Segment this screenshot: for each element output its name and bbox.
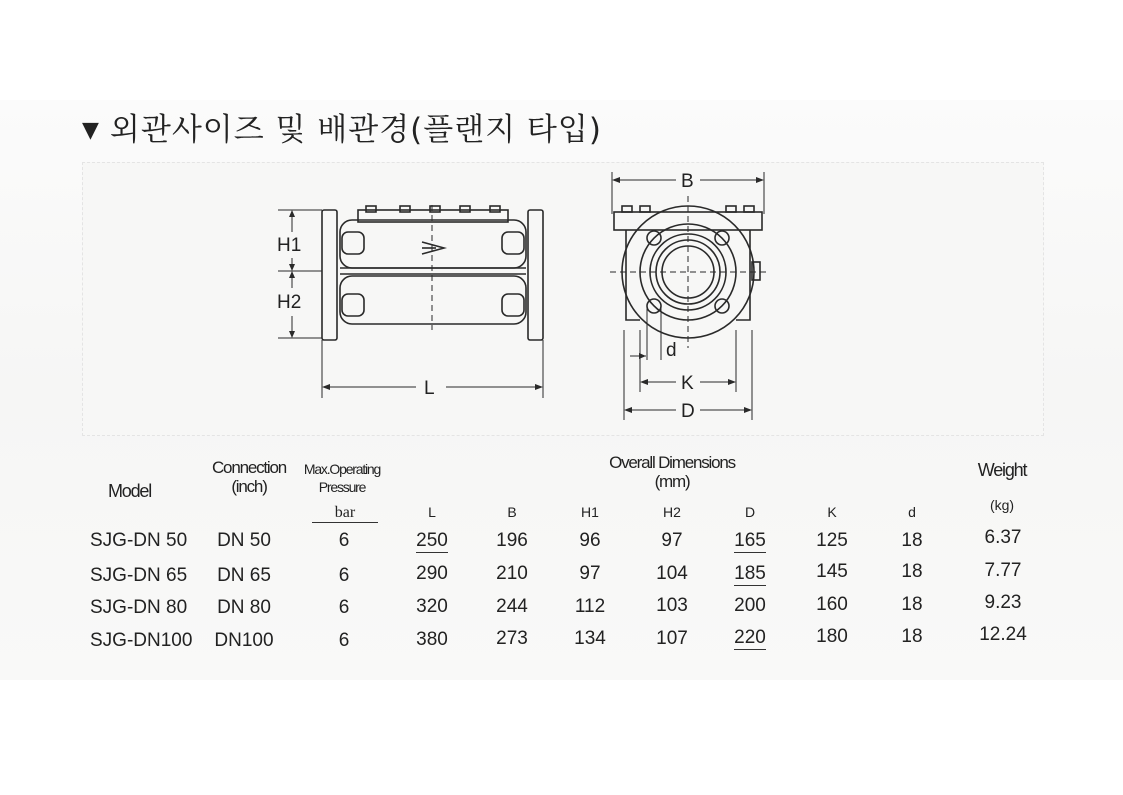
upper-chamber-shape: [340, 220, 526, 268]
row2-h1: 97: [579, 563, 601, 584]
row3-weight: 9.23: [984, 592, 1022, 613]
header-weight-unit: (kg): [989, 497, 1015, 513]
row2-k: 145: [816, 561, 848, 582]
row1-b: 196: [496, 530, 528, 551]
header-pressure-unit: bar: [312, 504, 378, 523]
header-overall-dimensions: [582, 453, 762, 491]
row3-connection: DN 80: [217, 597, 271, 618]
row1-k: 125: [816, 530, 848, 551]
d-small-label: d: [666, 340, 677, 361]
k-label: K: [681, 373, 694, 394]
row4-h2: 107: [656, 628, 688, 649]
row4-h1: 134: [574, 628, 606, 649]
row3-d: 200: [734, 595, 766, 616]
row2-b: 210: [496, 563, 528, 584]
row4-weight: 12.24: [979, 624, 1027, 645]
h2-label: H2: [277, 292, 302, 313]
row4-d: 220: [734, 627, 766, 648]
row3-pressure: 6: [338, 597, 350, 618]
header-dim-h2: H2: [663, 504, 681, 520]
row4-k: 180: [816, 626, 848, 647]
header-overall-line2: (mm): [654, 472, 690, 491]
row1-h2: 97: [661, 530, 683, 551]
row3-b: 244: [496, 596, 528, 617]
header-connection-line2: (inch): [231, 477, 267, 496]
row3-l: 320: [416, 596, 448, 617]
side-view: [278, 205, 543, 398]
header-dim-d-small: d: [908, 504, 916, 520]
b-label: B: [681, 171, 694, 192]
header-dim-k: K: [827, 504, 837, 520]
header-connection-line1: Connection: [211, 458, 286, 477]
row1-connection: DN 50: [217, 530, 271, 551]
row2-pressure: 6: [338, 565, 350, 586]
title-text: 외관사이즈 및 배관경(플랜지 타입): [109, 112, 602, 148]
row1-d: 165: [734, 530, 766, 551]
header-pressure: [296, 460, 388, 496]
header-connection: [204, 458, 294, 496]
header-dim-h1: H1: [581, 504, 599, 520]
row2-d: 185: [734, 563, 766, 584]
row1-pressure: 6: [338, 530, 350, 551]
right-flange-shape: [528, 210, 543, 340]
header-dim-l: L: [428, 504, 436, 520]
d-big-label: D: [681, 401, 695, 422]
row2-connection: DN 65: [217, 565, 271, 586]
row4-b: 273: [496, 628, 528, 649]
row3-h1: 112: [574, 596, 606, 617]
header-dim-b: B: [507, 504, 517, 520]
row1-d-small: 18: [901, 530, 923, 551]
triangle-marker-icon: ▼: [82, 118, 100, 143]
row1-model: SJG-DN 50: [90, 530, 188, 551]
header-dim-d: D: [744, 504, 756, 520]
row4-model: SJG-DN100: [90, 630, 193, 651]
row4-pressure: 6: [338, 630, 350, 651]
header-pressure-line1: Max.Operating: [303, 461, 381, 477]
header-overall-line1: Overall Dimensions: [609, 453, 735, 472]
row3-k: 160: [816, 594, 848, 615]
row4-d-small: 18: [901, 626, 923, 647]
row2-model: SJG-DN 65: [90, 565, 188, 586]
row2-weight: 7.77: [984, 560, 1022, 581]
l-label: L: [424, 378, 435, 399]
row2-h2: 104: [656, 563, 688, 584]
left-flange-shape: [322, 210, 337, 340]
h1-label: H1: [277, 235, 302, 256]
row1-weight: 6.37: [984, 527, 1022, 548]
header-pressure-line2: Pressure: [318, 479, 366, 495]
row3-h2: 103: [656, 595, 688, 616]
row1-h1: 96: [579, 530, 601, 551]
row2-d-small: 18: [901, 561, 923, 582]
header-weight: Weight: [977, 460, 1027, 480]
row4-l: 380: [416, 629, 448, 650]
row1-l: 250: [416, 530, 448, 551]
lower-chamber-shape: [340, 276, 526, 324]
header-model: Model: [108, 481, 152, 501]
row3-d-small: 18: [901, 594, 923, 615]
row2-l: 290: [416, 563, 448, 584]
row3-model: SJG-DN 80: [90, 597, 188, 618]
row4-connection: DN100: [214, 630, 274, 651]
